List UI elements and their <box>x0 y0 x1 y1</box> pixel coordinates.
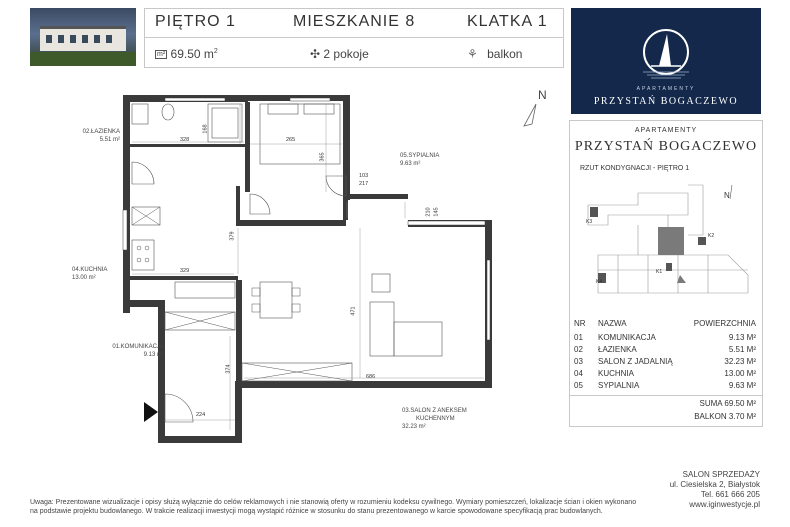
area-info <box>155 47 218 61</box>
compass-arrow-icon <box>518 88 548 128</box>
dim-168: 168 <box>202 124 209 134</box>
sail-logo-icon <box>571 8 761 86</box>
info-panel <box>569 120 763 427</box>
row-name: KUCHNIA <box>598 369 635 378</box>
panel-big-title: PRZYSTAŃ BOGACZEWO <box>574 139 758 154</box>
sales-title: SALON SPRZEDAŻY <box>682 470 760 479</box>
label-kuchnia <box>72 266 107 282</box>
area-sup: 2 <box>213 48 218 55</box>
row-nr: 01 <box>574 333 583 342</box>
panel-north: N <box>724 191 730 200</box>
kuchnia-name: 04.KUCHNIA <box>72 267 108 273</box>
label-sypialnia <box>400 152 439 168</box>
dim-265: 265 <box>286 137 296 143</box>
stair-label: KLATKA 1 <box>467 13 548 30</box>
area-value: 69.50 m <box>170 47 214 61</box>
disclaimer <box>30 498 640 516</box>
site-map <box>578 175 756 305</box>
panel-rzut: RZUT KONDYGNACJI - PIĘTRO 1 <box>580 165 690 172</box>
entrance-arrow-icon <box>144 402 158 422</box>
dim-329: 329 <box>180 268 190 274</box>
north-label: N <box>538 88 547 102</box>
komunikacja-name: 01.KOMUNIKACJA <box>112 344 164 350</box>
label-komunikacja <box>88 343 164 359</box>
disclaimer-line-1: Uwaga: Prezentowane wizualizacje i opisy służą wyłącznie do celów reklamowych i nie stanowią oferty w rozumieniu kodeksu cywilnego. Wymiary pomieszczeń, lokalizacje ścian i okien wykonano <box>30 499 637 506</box>
komunikacja-area: 9.13 m² <box>143 352 164 358</box>
logo-big-text: PRZYSTAŃ BOGACZEWO <box>593 96 739 107</box>
building-thumbnail <box>30 8 136 66</box>
rooms-value: 2 pokoje <box>323 47 369 61</box>
col-area: POWIERZCHNIA <box>693 319 756 328</box>
floor-plan <box>60 90 510 450</box>
row-nr: 04 <box>574 369 583 378</box>
row-name: ŁAZIENKA <box>598 345 637 354</box>
sypialnia-area: 9.63 m² <box>400 161 421 167</box>
sales-phone: Tel. 661 666 205 <box>700 490 760 499</box>
compass <box>518 88 548 128</box>
plant-icon: ⚘ <box>467 47 478 61</box>
map-label-k2: K2 <box>708 233 715 239</box>
dim-379: 379 <box>229 231 236 241</box>
panel-small-title: APARTAMENTY <box>634 127 698 134</box>
sypialnia-name: 05.SYPIALNIA <box>400 153 440 159</box>
map-label-k3: K3 <box>586 219 593 225</box>
lazienka-area: 5.51 m² <box>99 137 120 143</box>
disclaimer-line-2: na podstawie projektu budowlanego. W trakcie realizacji inwestycji mogą wystąpić różnice w stosunku do stanu prezentowanego w karcie spowodowane specyfikacją prac budowlanych. <box>30 508 603 515</box>
logo-small-text: APARTAMENTY <box>636 86 696 92</box>
col-name: NAZWA <box>598 319 627 328</box>
map-label-k1: K1 <box>656 269 663 275</box>
dim-374: 374 <box>225 364 232 374</box>
col-nr: NR <box>574 319 586 328</box>
lazienka-name: 02.ŁAZIENKA <box>82 129 120 135</box>
dim-224: 224 <box>196 412 206 418</box>
sales-web[interactable]: www.iginwestycje.pl <box>689 500 760 509</box>
row-area: 32.23 M² <box>724 357 756 366</box>
salon-area: 32.23 m² <box>402 424 426 430</box>
row-nr: 02 <box>574 345 583 354</box>
label-lazienka <box>70 128 120 144</box>
dim-686: 686 <box>366 374 376 380</box>
rooms-info <box>310 47 369 61</box>
dim-217: 217 <box>359 181 369 187</box>
apartment-header <box>144 8 564 68</box>
dim-365: 365 <box>319 152 326 162</box>
brand-logo <box>571 8 761 114</box>
row-area: 13.00 M² <box>724 369 756 378</box>
move-arrows-icon: ✣ <box>310 47 321 61</box>
balcony-info <box>467 47 522 61</box>
sales-address: ul. Ciesielska 2, Białystok <box>669 480 760 489</box>
balcony-value: balkon <box>487 47 523 61</box>
dim-471: 471 <box>350 306 357 316</box>
row-area: 9.63 M² <box>728 381 756 390</box>
salon-name-2: KUCHENNYM <box>416 416 455 422</box>
row-name: SALON Z JADALNIĄ <box>598 357 673 366</box>
salon-name: 03.SALON Z ANEKSEM <box>402 408 467 414</box>
area-icon: m² <box>157 51 166 58</box>
row-area: 5.51 M² <box>728 345 756 354</box>
map-label-k4: K4 <box>596 279 603 285</box>
dim-103: 103 <box>359 173 369 179</box>
total-value: SUMA 69.50 M² <box>699 399 756 408</box>
balcony-value: BALKON 3.70 M² <box>694 412 756 421</box>
dim-145: 145 <box>433 207 440 217</box>
floor-label: PIĘTRO 1 <box>155 13 236 30</box>
row-name: SYPIALNIA <box>598 381 640 390</box>
apartment-label: MIESZKANIE 8 <box>293 13 416 30</box>
row-nr: 03 <box>574 357 583 366</box>
dim-210: 210 <box>425 207 432 217</box>
row-name: KOMUNIKACJA <box>598 333 656 342</box>
row-area: 9.13 M² <box>728 333 756 342</box>
dim-328: 328 <box>180 137 190 143</box>
kuchnia-area: 13.00 m² <box>72 275 96 281</box>
row-nr: 05 <box>574 381 583 390</box>
label-salon <box>402 407 467 431</box>
